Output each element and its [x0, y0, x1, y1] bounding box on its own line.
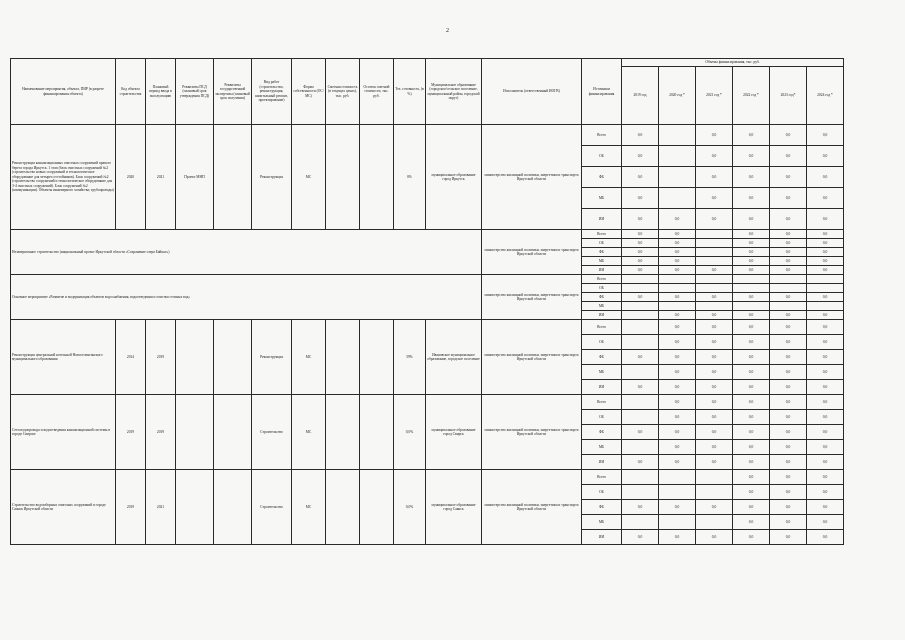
header-year: 2022 год * — [733, 67, 770, 125]
funding-value: 0,0 — [807, 350, 844, 365]
funding-value: 0,0 — [807, 188, 844, 209]
funding-value: 0,0 — [733, 188, 770, 209]
header-remaining: Остаток сметной стоимости, тыс. руб. — [360, 59, 394, 125]
funding-value: 0,0 — [770, 455, 807, 470]
funding-value — [696, 485, 733, 500]
funding-value — [622, 485, 659, 500]
funding-value: 0,0 — [696, 293, 733, 302]
funding-value — [807, 275, 844, 284]
funding-value — [659, 188, 696, 209]
funding-value — [659, 275, 696, 284]
funding-value: 0,0 — [659, 230, 696, 239]
funding-value — [770, 302, 807, 311]
funding-value: 0,0 — [659, 395, 696, 410]
executor: министерство жилищной политики, энергетики и транспорта Иркутской области — [482, 320, 582, 395]
funding-value: 0,0 — [659, 440, 696, 455]
funding-value: 0,0 — [770, 530, 807, 545]
object-code: 2020 — [116, 125, 146, 230]
funding-source: ИИ — [582, 455, 622, 470]
funding-value: 0,0 — [622, 257, 659, 266]
funding-value: 0,0 — [733, 515, 770, 530]
funding-value: 0,0 — [807, 320, 844, 335]
funding-value: 0,0 — [659, 410, 696, 425]
funding-value: 0,0 — [622, 530, 659, 545]
funding-value — [622, 335, 659, 350]
funding-value: 0,0 — [696, 209, 733, 230]
funding-value — [659, 284, 696, 293]
funding-value: 0,0 — [733, 350, 770, 365]
header-work-type: Вид работ (строительство, реконструкция, капитальный ремонт, проектирование) — [252, 59, 292, 125]
funding-value: 0,0 — [807, 440, 844, 455]
funding-value — [659, 125, 696, 146]
funding-value — [733, 275, 770, 284]
funding-value: 0,0 — [659, 266, 696, 275]
funding-source: МБ — [582, 188, 622, 209]
estimate-cost — [326, 125, 360, 230]
funding-value: 0,0 — [733, 311, 770, 320]
municipality: Ивановское муниципальное образование, городское поселение — [426, 320, 482, 395]
funding-value — [770, 284, 807, 293]
header-expertise: Реквизиты государственной экспертизы (плановый срок получения) — [214, 59, 252, 125]
funding-value — [622, 470, 659, 485]
funding-value: 0,0 — [696, 266, 733, 275]
funding-value: 0,0 — [622, 500, 659, 515]
funding-value: 0,0 — [696, 335, 733, 350]
funding-value: 0,0 — [770, 266, 807, 275]
funding-source: ФБ — [582, 167, 622, 188]
funding-value: 0,0 — [696, 530, 733, 545]
funding-value: 0,0 — [770, 188, 807, 209]
executor: министерство жилищной политики, энергетики и транспорта Иркутской области — [482, 470, 582, 545]
funding-value: 0,0 — [733, 440, 770, 455]
funding-value — [696, 470, 733, 485]
funding-value: 0,0 — [733, 425, 770, 440]
funding-value: 0,0 — [770, 395, 807, 410]
funding-value — [733, 302, 770, 311]
funding-source: ОБ — [582, 410, 622, 425]
remaining-cost — [360, 470, 394, 545]
funding-value: 0,0 — [659, 380, 696, 395]
funding-value: 0,0 — [807, 311, 844, 320]
funding-value: 0,0 — [770, 167, 807, 188]
executor: министерство жилищной политики, энергетики и транспорта Иркутской области — [482, 125, 582, 230]
object-code: 2019 — [116, 470, 146, 545]
funding-value: 0,0 — [659, 455, 696, 470]
table-body — [11, 125, 844, 545]
funding-source: ФБ — [582, 293, 622, 302]
funding-value: 0,0 — [807, 515, 844, 530]
municipality: муниципальное образование город Свирск — [426, 395, 482, 470]
work-type: Реконструкция — [252, 125, 292, 230]
object-name: Строительство водозаборных очистных сооружений в городе Саянск Иркутской области — [11, 470, 116, 545]
funding-value — [622, 365, 659, 380]
expertise-details — [214, 320, 252, 395]
header-municipal: Муниципальное образование (городское/сельское поселение, муниципальный район, городской округ) — [426, 59, 482, 125]
funding-value: 0,0 — [622, 455, 659, 470]
executor: министерство жилищной политики, энергетики и транспорта Иркутской области — [482, 395, 582, 470]
funding-value: 0,0 — [807, 530, 844, 545]
funding-value: 0,0 — [807, 470, 844, 485]
funding-value: 0,0 — [622, 248, 659, 257]
funding-value: 0,0 — [770, 425, 807, 440]
funding-value: 0,0 — [807, 410, 844, 425]
header-code: Код объекта строительства — [116, 59, 146, 125]
funding-value: 0,0 — [696, 188, 733, 209]
funding-value: 0,0 — [622, 230, 659, 239]
funding-source: ФБ — [582, 425, 622, 440]
funding-value: 0,0 — [696, 311, 733, 320]
funding-value: 0,0 — [659, 239, 696, 248]
ownership-form: МС — [292, 395, 326, 470]
funding-value: 0,0 — [770, 500, 807, 515]
funding-value: 0,0 — [733, 146, 770, 167]
funding-value: 0,0 — [807, 500, 844, 515]
funding-value: 0,0 — [807, 485, 844, 500]
funding-source: ИИ — [582, 209, 622, 230]
header-estimate: Сметная стоимость (в текущих ценах), тыс. руб. — [326, 59, 360, 125]
funding-value: 0,0 — [770, 125, 807, 146]
object-name: Реконструкция канализационных очистных сооружений правого берега города Иркутск. 1 этап (блок очистных сооружений №2 (строительство новых сооружений и технологическое оборудование для четырех отстойников). Блок сооружений №2 (строительство сооружений и технологическое оборудование для 3-4 очистных сооружений). Блок сооружений №2 (коммуникации). Объекты инженерного хозяйства; трубопроводы) — [11, 125, 116, 230]
header-ownership: Форма собственности (ОС/МС) — [292, 59, 326, 125]
funding-value: 0,0 — [733, 380, 770, 395]
funding-value: 0,0 — [770, 230, 807, 239]
funding-value: 0,0 — [770, 440, 807, 455]
funding-source: МБ — [582, 440, 622, 455]
funding-value: 0,0 — [807, 425, 844, 440]
funding-value: 0,0 — [733, 230, 770, 239]
funding-value: 0,0 — [733, 485, 770, 500]
readiness: 0,0% — [394, 395, 426, 470]
funding-value: 0,0 — [733, 209, 770, 230]
funding-value: 0,0 — [770, 293, 807, 302]
funding-value: 0,0 — [733, 266, 770, 275]
expertise-details — [214, 125, 252, 230]
funding-source: ИИ — [582, 311, 622, 320]
funding-value: 0,0 — [807, 395, 844, 410]
funding-value: 0,0 — [659, 365, 696, 380]
work-type: Строительство — [252, 395, 292, 470]
funding-value: 0,0 — [659, 425, 696, 440]
funding-value: 0,0 — [659, 500, 696, 515]
work-type: Строительство — [252, 470, 292, 545]
estimate-cost — [326, 395, 360, 470]
funding-value: 0,0 — [733, 248, 770, 257]
funding-value — [659, 167, 696, 188]
funding-value: 0,0 — [770, 320, 807, 335]
funding-value: 0,0 — [770, 311, 807, 320]
funding-source: МБ — [582, 302, 622, 311]
object-name: Реконструкция центральной котельной Новоселенгинского муниципального образования — [11, 320, 116, 395]
funding-value: 0,0 — [659, 530, 696, 545]
funding-value: 0,0 — [696, 395, 733, 410]
section-title: Основное мероприятие «Развитие и модернизация объектов водоснабжения, водоотведения и очистки сточных вод» — [11, 275, 482, 320]
funding-value: 0,0 — [622, 125, 659, 146]
funding-value — [659, 515, 696, 530]
funding-value: 0,0 — [770, 410, 807, 425]
estimate-cost — [326, 470, 360, 545]
commissioning-year: 2019 — [146, 320, 176, 395]
funding-value — [659, 302, 696, 311]
funding-value: 0,0 — [696, 455, 733, 470]
funding-value: 0,0 — [807, 125, 844, 146]
funding-value: 0,0 — [659, 311, 696, 320]
header-start: Плановый период ввода в эксплуатацию — [146, 59, 176, 125]
funding-value — [696, 257, 733, 266]
table-row — [11, 125, 844, 146]
funding-value: 0,0 — [696, 125, 733, 146]
funding-value: 0,0 — [770, 380, 807, 395]
funding-source: ФБ — [582, 350, 622, 365]
funding-value: 0,0 — [696, 410, 733, 425]
funding-value: 0,0 — [659, 257, 696, 266]
funding-value: 0,0 — [696, 500, 733, 515]
header-psd: Реквизиты ПСД (плановый срок утверждения ПСД) — [176, 59, 214, 125]
funding-source: ФБ — [582, 500, 622, 515]
funding-value: 0,0 — [696, 320, 733, 335]
funding-value: 0,0 — [733, 530, 770, 545]
funding-value — [622, 311, 659, 320]
funding-value: 0,0 — [696, 146, 733, 167]
funding-value — [733, 284, 770, 293]
funding-value: 0,0 — [770, 239, 807, 248]
funding-source: ФБ — [582, 248, 622, 257]
funding-value — [696, 284, 733, 293]
municipality: муниципальное образование город Саянск — [426, 470, 482, 545]
remaining-cost — [360, 320, 394, 395]
psd-details — [176, 320, 214, 395]
funding-value — [696, 230, 733, 239]
funding-value: 0,0 — [733, 500, 770, 515]
funding-value: 0,0 — [807, 365, 844, 380]
funding-source: МБ — [582, 257, 622, 266]
funding-value: 0,0 — [807, 167, 844, 188]
municipality: муниципальное образование город Иркутск — [426, 125, 482, 230]
psd-details: Проект МНП — [176, 125, 214, 230]
funding-value — [622, 440, 659, 455]
funding-source: Всего — [582, 275, 622, 284]
funding-value: 0,0 — [807, 209, 844, 230]
funding-value: 0,0 — [622, 167, 659, 188]
funding-value — [770, 275, 807, 284]
funding-value — [696, 302, 733, 311]
funding-value — [696, 239, 733, 248]
funding-value: 0,0 — [733, 470, 770, 485]
readiness: 59% — [394, 320, 426, 395]
funding-value: 0,0 — [696, 380, 733, 395]
header-year: 2021 год * — [696, 67, 733, 125]
funding-value: 0,0 — [807, 293, 844, 302]
commissioning-year: 2021 — [146, 125, 176, 230]
funding-source: ОБ — [582, 146, 622, 167]
ownership-form: МС — [292, 125, 326, 230]
funding-value: 0,0 — [622, 350, 659, 365]
funding-value — [696, 515, 733, 530]
remaining-cost — [360, 125, 394, 230]
funding-value: 0,0 — [807, 248, 844, 257]
funding-value: 0,0 — [807, 335, 844, 350]
funding-value: 0,0 — [733, 293, 770, 302]
funding-value: 0,0 — [696, 365, 733, 380]
funding-value: 0,0 — [770, 248, 807, 257]
table-row — [11, 470, 844, 485]
funding-value — [622, 275, 659, 284]
funding-value: 0,0 — [622, 209, 659, 230]
header-volumes: Объемы финансирования, тыс. руб. — [622, 59, 844, 67]
funding-value — [659, 485, 696, 500]
psd-details — [176, 470, 214, 545]
remaining-cost — [360, 395, 394, 470]
funding-value: 0,0 — [733, 395, 770, 410]
funding-value: 0,0 — [733, 257, 770, 266]
header-executor: Исполнитель (ответственный ИОГВ) — [482, 59, 582, 125]
estimate-cost — [326, 320, 360, 395]
funding-value: 0,0 — [733, 320, 770, 335]
funding-value: 0,0 — [770, 209, 807, 230]
funding-source: Всего — [582, 320, 622, 335]
psd-details — [176, 395, 214, 470]
funding-value: 0,0 — [807, 266, 844, 275]
program-table — [10, 58, 844, 545]
funding-value — [622, 302, 659, 311]
funding-value: 0,0 — [770, 515, 807, 530]
funding-value: 0,0 — [659, 350, 696, 365]
header-year: 2024 год * — [807, 67, 844, 125]
table-row — [11, 230, 844, 239]
funding-value — [622, 395, 659, 410]
header-sources: Источники финансирования — [582, 59, 622, 125]
table-row — [11, 320, 844, 335]
funding-value: 0,0 — [733, 455, 770, 470]
funding-value: 0,0 — [770, 485, 807, 500]
funding-source: МБ — [582, 515, 622, 530]
funding-value: 0,0 — [807, 230, 844, 239]
funding-value: 0,0 — [770, 335, 807, 350]
funding-value: 0,0 — [659, 209, 696, 230]
funding-value — [622, 410, 659, 425]
commissioning-year: 2021 — [146, 470, 176, 545]
ownership-form: МС — [292, 470, 326, 545]
readiness: 0% — [394, 125, 426, 230]
funding-value: 0,0 — [659, 293, 696, 302]
funding-source: ОБ — [582, 284, 622, 293]
funding-value: 0,0 — [770, 146, 807, 167]
funding-value — [622, 515, 659, 530]
funding-value: 0,0 — [659, 248, 696, 257]
funding-value — [696, 275, 733, 284]
funding-source: ОБ — [582, 335, 622, 350]
object-code: 2014 — [116, 320, 146, 395]
funding-value: 0,0 — [733, 125, 770, 146]
header-readiness: Тех. готовность, (в %) — [394, 59, 426, 125]
funding-value — [696, 248, 733, 257]
funding-value: 0,0 — [622, 425, 659, 440]
funding-value: 0,0 — [770, 257, 807, 266]
funding-source: ОБ — [582, 485, 622, 500]
executor: министерство жилищной политики, энергетики и транспорта Иркутской области — [482, 275, 582, 320]
expertise-details — [214, 470, 252, 545]
funding-source: ИИ — [582, 530, 622, 545]
funding-value: 0,0 — [622, 239, 659, 248]
page-number: 2 — [446, 28, 449, 34]
funding-value: 0,0 — [696, 440, 733, 455]
funding-value — [659, 470, 696, 485]
funding-source: Всего — [582, 125, 622, 146]
funding-value — [807, 284, 844, 293]
funding-value: 0,0 — [622, 266, 659, 275]
funding-value: 0,0 — [807, 239, 844, 248]
funding-value: 0,0 — [770, 350, 807, 365]
funding-value: 0,0 — [770, 470, 807, 485]
commissioning-year: 2019 — [146, 395, 176, 470]
funding-value: 0,0 — [696, 425, 733, 440]
funding-value: 0,0 — [733, 365, 770, 380]
work-type: Реконструкция — [252, 320, 292, 395]
funding-value: 0,0 — [807, 257, 844, 266]
funding-source: Всего — [582, 230, 622, 239]
funding-value — [659, 146, 696, 167]
header-year: 2020 год * — [659, 67, 696, 125]
funding-value: 0,0 — [622, 380, 659, 395]
header-year: 2019 год — [622, 67, 659, 125]
funding-value: 0,0 — [733, 335, 770, 350]
object-code: 2019 — [116, 395, 146, 470]
funding-value — [622, 284, 659, 293]
funding-value: 0,0 — [807, 380, 844, 395]
funding-value — [622, 320, 659, 335]
funding-value: 0,0 — [696, 350, 733, 365]
funding-source: ОБ — [582, 239, 622, 248]
funding-value: 0,0 — [622, 146, 659, 167]
funding-value: 0,0 — [807, 146, 844, 167]
funding-value: 0,0 — [659, 320, 696, 335]
funding-value: 0,0 — [659, 335, 696, 350]
funding-value: 0,0 — [807, 455, 844, 470]
funding-source: Всего — [582, 395, 622, 410]
readiness: 0,0% — [394, 470, 426, 545]
funding-source: МБ — [582, 365, 622, 380]
header-name: Наименование мероприятия, объекта, ПИР (в разрезе финансирования объекта) — [11, 59, 116, 125]
funding-source: Всего — [582, 470, 622, 485]
header-year: 2023 год* — [770, 67, 807, 125]
funding-source: ИИ — [582, 380, 622, 395]
funding-source: ИИ — [582, 266, 622, 275]
funding-value: 0,0 — [733, 167, 770, 188]
funding-value: 0,0 — [696, 167, 733, 188]
funding-value: 0,0 — [770, 365, 807, 380]
expertise-details — [214, 395, 252, 470]
executor: министерство жилищной политики, энергетики и транспорта Иркутской области — [482, 230, 582, 275]
section-title: Незавершенное строительство (национальный проект Иркутской области «Сохранение озера Байкал») — [11, 230, 482, 275]
table-row — [11, 395, 844, 410]
object-name: Сети водопровода и водоотведения канализационной системы в городе Свирске — [11, 395, 116, 470]
funding-value: 0,0 — [622, 188, 659, 209]
funding-value: 0,0 — [622, 293, 659, 302]
ownership-form: МС — [292, 320, 326, 395]
funding-value: 0,0 — [733, 410, 770, 425]
funding-value — [807, 302, 844, 311]
table-row — [11, 275, 844, 284]
funding-value: 0,0 — [733, 239, 770, 248]
